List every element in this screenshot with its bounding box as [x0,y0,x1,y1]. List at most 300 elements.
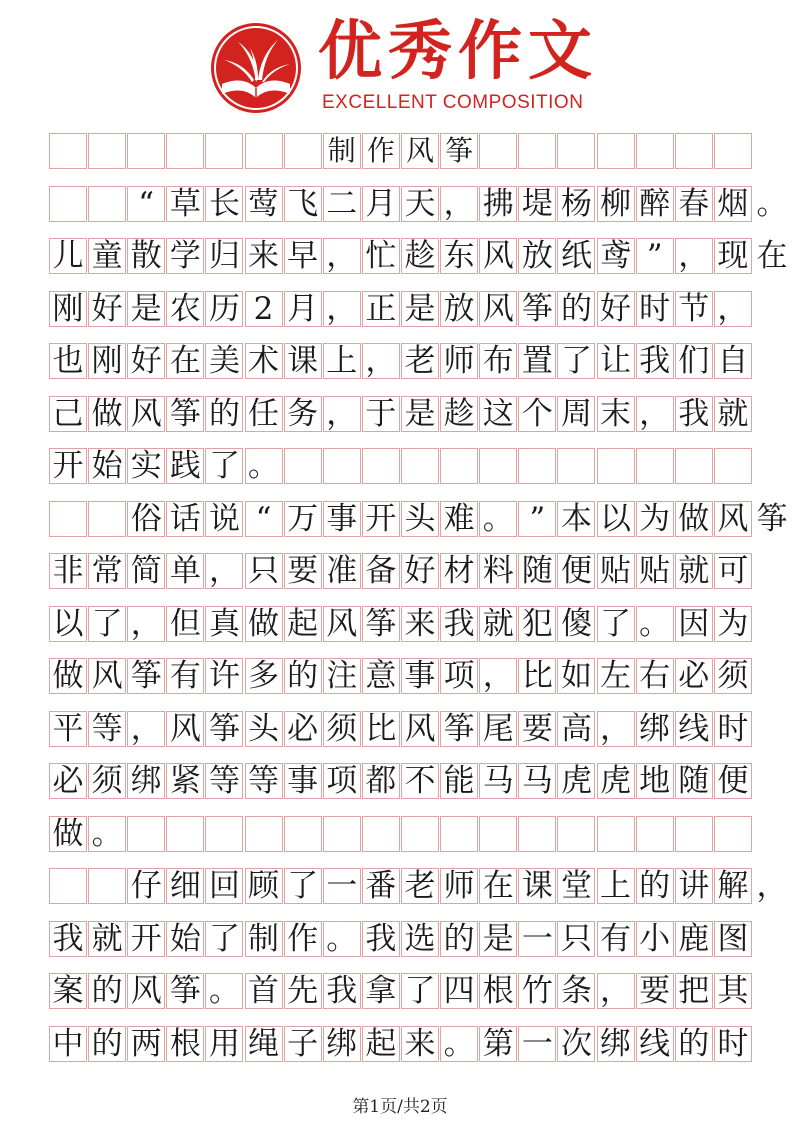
essay-character: 月 [287,290,319,327]
grid-cell [597,816,635,852]
text-row [48,185,788,232]
essay-character: 解 [717,868,749,904]
essay-character: 忙 [365,238,397,274]
essay-character: 有 [600,920,632,957]
text-row [48,816,752,862]
essay-character: 放 [521,238,553,274]
essay-character: 可 [717,553,749,589]
brand-title: 优秀作文 [318,14,598,89]
essay-character: 必 [678,658,710,694]
page-number: 第1页/共2页 [352,1097,448,1117]
essay-character: 等 [91,710,123,747]
essay-character: 正 [365,290,397,327]
essay-character: 准 [326,553,358,589]
essay-character: 任 [248,395,280,432]
essay-character: 草 [169,185,201,222]
essay-character: 了 [208,920,240,957]
essay-character: 用 [208,1025,240,1062]
essay-character: 时 [717,1025,749,1062]
essay-character: 散 [130,238,162,274]
essay-character: 好 [130,343,162,379]
essay-character: 风 [482,290,514,327]
grid-cell [284,448,322,484]
essay-character: 让 [600,343,632,379]
text-row [48,396,752,442]
essay-character: 平 [52,710,84,747]
essay-character: 。 [639,605,671,642]
essay-character: 风 [130,395,162,432]
essay-character: 本 [560,500,592,537]
essay-character: ， [756,868,788,904]
essay-character: 等 [208,763,240,799]
essay-character: 虎 [600,763,632,799]
grid-cell [127,133,165,169]
essay-character: 紧 [169,763,201,799]
essay-character: 我 [443,605,475,642]
essay-character: 。 [208,973,240,1009]
essay-character: 风 [169,710,201,747]
essay-character: 的 [560,290,592,327]
essay-character: 个 [521,395,553,432]
essay-character: 了 [208,448,240,484]
essay-grid-paper [48,133,788,1078]
essay-character: 线 [678,710,710,747]
grid-cell [518,133,556,169]
essay-character: 上 [600,868,632,904]
essay-character: 随 [521,553,553,589]
essay-character: 这 [482,395,514,432]
essay-character: 事 [404,658,436,694]
grid-cell [557,133,595,169]
essay-character: 我 [678,395,710,432]
text-row [48,921,752,967]
essay-character: 难 [443,500,475,537]
essay-character: 风 [717,500,749,537]
essay-character: 要 [639,973,671,1009]
grid-cell [88,133,126,169]
essay-character: 时 [639,290,671,327]
essay-character: 长 [208,185,240,222]
essay-character: 风 [404,710,436,747]
text-row [48,1026,752,1072]
essay-character: 于 [365,395,397,432]
essay-character: 起 [365,1025,397,1062]
essay-character: 。 [91,815,123,852]
essay-character: “ [138,185,155,222]
essay-character: 小 [639,920,671,957]
essay-character: 了 [600,605,632,642]
essay-character: 项 [443,658,475,694]
essay-character [88,186,126,222]
essay-character: 二 [326,185,358,222]
essay-character: 地 [639,763,671,799]
grid-cell [205,816,243,852]
grid-cell [362,816,400,852]
essay-character: 第 [482,1025,514,1062]
essay-character: 竹 [521,973,553,1009]
essay-character: 绑 [130,763,162,799]
essay-character: 风 [130,973,162,1009]
essay-character: 都 [365,763,397,799]
essay-character: 了 [91,605,123,642]
text-row [48,500,788,547]
essay-character: 课 [521,868,553,904]
essay-character: 比 [365,710,397,747]
text-row [48,973,752,1019]
essay-character: 师 [443,343,475,379]
text-row [48,448,752,494]
essay-character: 纸 [560,238,592,274]
title-row [48,133,752,179]
book-grass-logo-icon [208,20,304,116]
essay-character: 根 [482,973,514,1009]
essay-character: 末 [600,395,632,432]
essay-character: 注 [326,658,358,694]
grid-cell [597,133,635,169]
essay-character: 高 [560,710,592,747]
essay-character: 做 [52,815,84,852]
essay-character: 堤 [521,185,553,222]
grid-cell [440,448,478,484]
essay-character: 也 [52,343,84,379]
essay-character: ， [326,290,358,327]
essay-character: 我 [326,973,358,1009]
essay-character: 料 [482,553,514,589]
grid-cell [323,816,361,852]
essay-character: 风 [91,658,123,694]
essay-character: ” [529,500,546,537]
essay-character: 春 [678,185,710,222]
essay-character: 犯 [521,605,553,642]
grid-cell [205,133,243,169]
grid-cell [675,133,713,169]
essay-character: 了 [287,868,319,904]
essay-character: 须 [717,658,749,694]
essay-character: 趁 [404,238,436,274]
essay-character: 要 [521,710,553,747]
essay-character: 但 [169,605,201,642]
essay-character: 烟 [717,185,749,222]
essay-character: 。 [326,920,358,957]
essay-character: 的 [639,868,671,904]
essay-character: 的 [443,920,475,957]
essay-character: 的 [287,658,319,694]
grid-cell [675,816,713,852]
essay-character: 筝 [445,134,474,167]
essay-character: 刚 [52,290,84,327]
essay-character: 现 [717,238,749,274]
essay-character: 只 [248,553,280,589]
essay-character: 绑 [326,1025,358,1062]
essay-character: 筝 [130,658,162,694]
essay-character: 必 [287,710,319,747]
essay-character: 拂 [482,185,514,222]
essay-character: 了 [404,973,436,1009]
essay-character: 因 [678,605,710,642]
essay-character: 置 [521,343,553,379]
essay-character: 虎 [560,763,592,799]
essay-character: 制 [248,920,280,957]
grid-cell [362,448,400,484]
essay-character: 莺 [248,185,280,222]
essay-character: 就 [91,920,123,957]
essay-character: 细 [169,868,201,904]
essay-character: 项 [326,763,358,799]
essay-character: ， [326,238,358,274]
essay-character: 己 [52,395,84,432]
essay-character: 傻 [560,605,592,642]
essay-character: 在 [169,343,201,379]
essay-character: 不 [404,763,436,799]
essay-character: 一 [521,920,553,957]
grid-cell [401,816,439,852]
essay-character: 归 [208,238,240,274]
essay-character: 须 [326,710,358,747]
essay-character: ， [130,710,162,747]
essay-character: 务 [287,395,319,432]
essay-character: ， [208,553,240,589]
grid-cell [557,448,595,484]
essay-character: 番 [365,868,397,904]
essay-character: 起 [287,605,319,642]
grid-cell [479,448,517,484]
essay-character: 天 [404,185,436,222]
grid-cell [245,816,283,852]
essay-character: 为 [639,500,671,537]
essay-character: 条 [560,973,592,1009]
text-row [48,763,752,809]
essay-character [49,501,87,537]
essay-character: ， [717,290,749,327]
essay-character: 回 [208,868,240,904]
essay-character: 美 [208,343,240,379]
essay-character: 是 [404,395,436,432]
essay-character: 绑 [600,1025,632,1062]
essay-character: 单 [169,553,201,589]
grid-cell [714,133,752,169]
essay-character: 拿 [365,973,397,1009]
essay-character: 的 [208,395,240,432]
essay-character: 马 [521,763,553,799]
essay-character: 右 [639,658,671,694]
essay-character: 学 [169,238,201,274]
text-row [48,291,752,337]
essay-character: 真 [208,605,240,642]
essay-character: 只 [560,920,592,957]
essay-character [49,186,87,222]
essay-character: 开 [365,500,397,537]
essay-character: 案 [52,973,84,1009]
essay-character: 的 [91,1025,123,1062]
essay-character: 其 [717,973,749,1009]
grid-cell [323,448,361,484]
essay-character: 们 [678,343,710,379]
essay-character: 如 [560,658,592,694]
essay-character: 2 [253,290,274,327]
essay-character: 中 [52,1025,84,1062]
grid-cell [284,816,322,852]
essay-character: 筝 [756,500,788,537]
essay-character: 就 [482,605,514,642]
essay-character: 风 [405,134,434,167]
essay-character: ， [130,605,162,642]
grid-cell [49,133,87,169]
essay-character: 必 [52,763,84,799]
essay-character: 月 [365,185,397,222]
essay-character: 我 [639,343,671,379]
essay-character: 作 [366,134,395,167]
essay-character: 自 [717,343,749,379]
essay-character: ， [600,973,632,1009]
essay-character: 师 [443,868,475,904]
essay-character: 筝 [521,290,553,327]
essay-character: 把 [678,973,710,1009]
essay-character: 事 [326,500,358,537]
essay-character: 常 [91,553,123,589]
grid-cell [479,816,517,852]
essay-character: 好 [404,553,436,589]
essay-character: 就 [717,395,749,432]
essay-character: 选 [404,920,436,957]
grid-cell [127,816,165,852]
essay-character: 践 [169,448,201,484]
essay-character: 开 [52,448,84,484]
essay-character: 开 [130,920,162,957]
essay-character: 作 [287,920,319,957]
essay-character: 以 [600,500,632,537]
essay-character: 做 [248,605,280,642]
essay-character: 东 [443,238,475,274]
essay-character: 贴 [639,553,671,589]
grid-cell [245,133,283,169]
essay-character: 在 [756,238,788,274]
grid-cell [518,448,556,484]
essay-character: 是 [130,290,162,327]
essay-character: 时 [717,710,749,747]
essay-character: ， [678,238,710,274]
essay-character: 术 [248,343,280,379]
grid-cell [714,448,752,484]
essay-character: 左 [600,658,632,694]
essay-character: 说 [208,500,240,537]
essay-character: 便 [560,553,592,589]
essay-character: 来 [404,605,436,642]
text-row [48,711,752,757]
essay-character: 堂 [560,868,592,904]
essay-character: 材 [443,553,475,589]
grid-cell [636,133,674,169]
essay-character: 先 [287,973,319,1009]
grid-cell [675,448,713,484]
text-row [48,606,752,652]
essay-character: 为 [717,605,749,642]
essay-character: 非 [52,553,84,589]
essay-character: 老 [404,343,436,379]
essay-character: 刚 [91,343,123,379]
grid-cell [636,448,674,484]
grid-cell [401,448,439,484]
grid-cell [597,448,635,484]
essay-character: 早 [287,238,319,274]
essay-character: 根 [169,1025,201,1062]
essay-character: 俗 [130,500,162,537]
essay-character: 做 [678,500,710,537]
essay-character: 话 [169,500,201,537]
essay-character: 。 [482,500,514,537]
essay-character: 能 [443,763,475,799]
grid-cell [166,133,204,169]
essay-character: 简 [130,553,162,589]
essay-character: 老 [404,868,436,904]
essay-character: 许 [208,658,240,694]
text-row [48,658,752,704]
essay-character: 做 [52,658,84,694]
essay-character: 是 [482,920,514,957]
essay-character: 绑 [639,710,671,747]
grid-cell [518,816,556,852]
essay-character: 就 [678,553,710,589]
essay-character: 是 [404,290,436,327]
essay-character: 风 [326,605,358,642]
essay-character: 布 [482,343,514,379]
essay-character: ， [482,658,514,694]
essay-character: 在 [482,868,514,904]
essay-character: 有 [169,658,201,694]
essay-character: 来 [404,1025,436,1062]
essay-character: 备 [365,553,397,589]
grid-cell [284,133,322,169]
essay-character: 课 [287,343,319,379]
essay-character: ， [639,395,671,432]
essay-character: 要 [287,553,319,589]
essay-character: 鸢 [600,238,632,274]
essay-character: 筝 [169,395,201,432]
essay-character: 制 [327,134,356,167]
essay-character: 头 [248,710,280,747]
essay-character: 须 [91,763,123,799]
essay-character: 图 [717,920,749,957]
essay-character: 绳 [248,1025,280,1062]
essay-character: 的 [91,973,123,1009]
text-row [48,553,752,599]
essay-character: 贴 [600,553,632,589]
essay-character: 筝 [169,973,201,1009]
essay-character: 上 [326,343,358,379]
essay-character: 。 [756,185,788,222]
essay-character: 意 [365,658,397,694]
essay-character: 次 [560,1025,592,1062]
grid-cell [440,816,478,852]
essay-character: 事 [287,763,319,799]
page-header [0,0,800,128]
essay-character [88,868,126,904]
essay-character: 实 [130,448,162,484]
essay-character: 柳 [600,185,632,222]
essay-character: 我 [365,920,397,957]
grid-cell [636,816,674,852]
essay-character: 了 [560,343,592,379]
essay-character [49,868,87,904]
essay-character: 两 [130,1025,162,1062]
essay-character: 来 [248,238,280,274]
essay-character: 始 [169,920,201,957]
essay-character: 农 [169,290,201,327]
essay-character: 尾 [482,710,514,747]
essay-character: ” [646,238,663,274]
essay-character: 随 [678,763,710,799]
essay-character: 子 [287,1025,319,1062]
essay-character: 讲 [678,868,710,904]
